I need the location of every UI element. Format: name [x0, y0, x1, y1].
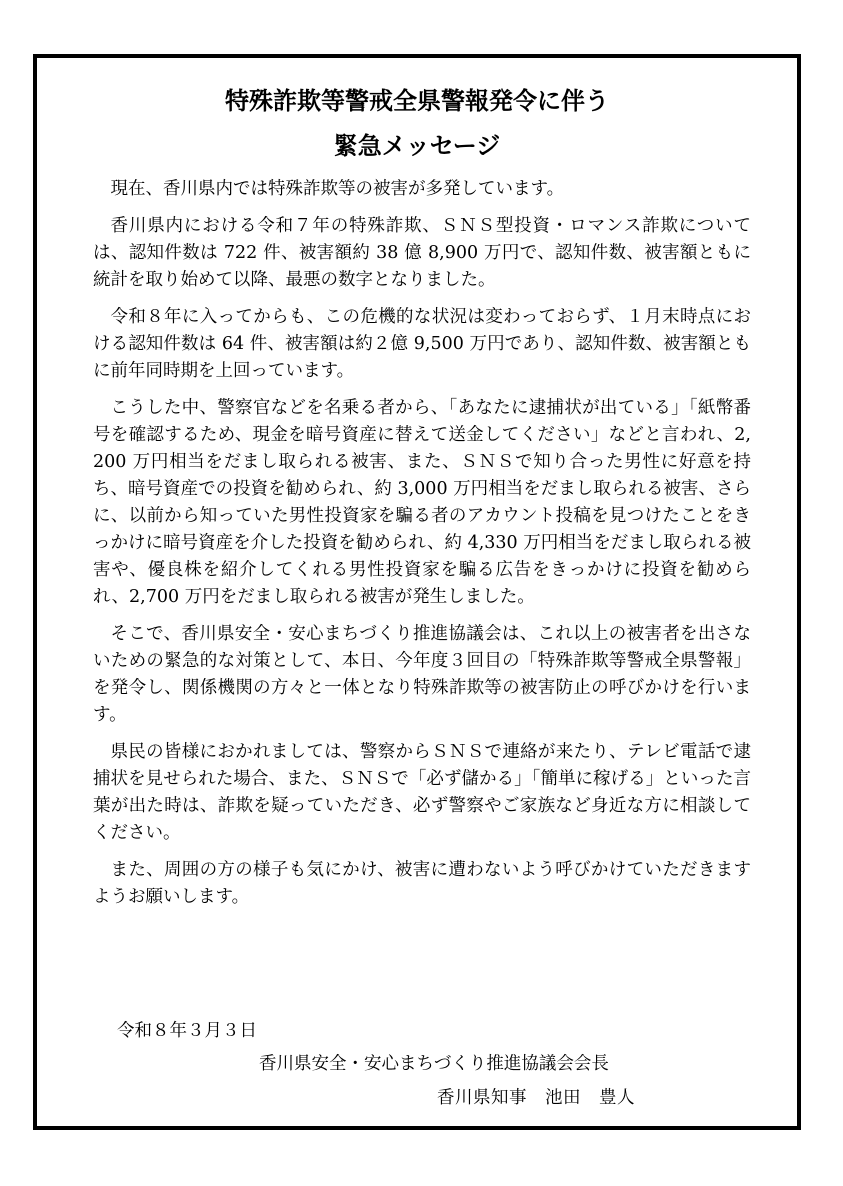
title-line-1: 特殊詐欺等警戒全県警報発令に伴う — [225, 87, 609, 115]
message-frame — [33, 54, 801, 1130]
issue-date: 令和８年３月３日 — [117, 1021, 257, 1041]
paragraph: 香川県内における令和７年の特殊詐欺、ＳＮＳ型投資・ロマンス詐欺については、認知件数は 722 件、被害額約 38 億 8,900 万円で、認知件数、被害額ともに統計を取り始めて以降、最悪の数字となりました。 — [93, 216, 751, 290]
paragraph: そこで、香川県安全・安心まちづくり推進協議会は、これ以上の被害者を出さないための緊急的な対策として、本日、今年度３回目の「特殊詐欺等警戒全県警報」を発令し、関係機関の方々と一体となり特殊詐欺等の被害防止の呼びかけを行います。 — [93, 624, 751, 725]
message-body — [93, 176, 751, 921]
paragraph: また、周囲の方の様子も気にかけ、被害に遭わないよう呼びかけていただきますようお願いします。 — [93, 860, 751, 907]
paragraph: 県民の皆様におかれましては、警察からＳＮＳで連絡が来たり、テレビ電話で逮捕状を見せられた場合、また、ＳＮＳで「必ず儲かる」「簡単に稼げる」といった言葉が出た時は、詐欺を疑っていただき、必ず警察やご家族など身近な方に相談してください。 — [93, 742, 751, 843]
paragraph: こうした中、警察官などを名乗る者から、「あなたに逮捕状が出ている」「紙幣番号を確認するため、現金を暗号資産に替えて送金してください」などと言われ、2,200 万円相当をだまし取られる被害、また、ＳＮＳで知り合った男性に好意を持ち、暗号資産での投資を勧められ、約 3,000 万円相当をだまし取られる被害、さらに、以前から知っていた男性投資家を騙る者のアカウント投稿を見つけたことをきっかけに暗号資産を介した投資を勧められ、約 4,330 万円相当をだまし取られる被害や、優良株を紹介してくれる男性投資家を騙る広告をきっかけに投資を勧められ、2,700 万円をだまし取られる被害が発生しました。 — [93, 398, 751, 607]
paragraph: 令和８年に入ってからも、この危機的な状況は変わっておらず、１月末時点における認知件数は 64 件、被害額は約２億 9,500 万円であり、認知件数、被害額ともに前年同時期を上回っています。 — [93, 307, 751, 381]
organization-name: 香川県安全・安心まちづくり推進協議会会長 — [259, 1054, 609, 1074]
title-line-2: 緊急メッセージ — [333, 132, 501, 160]
signer-name: 香川県知事 池田 豊人 — [437, 1088, 635, 1108]
paragraph: 現在、香川県内では特殊詐欺等の被害が多発しています。 — [110, 179, 565, 199]
